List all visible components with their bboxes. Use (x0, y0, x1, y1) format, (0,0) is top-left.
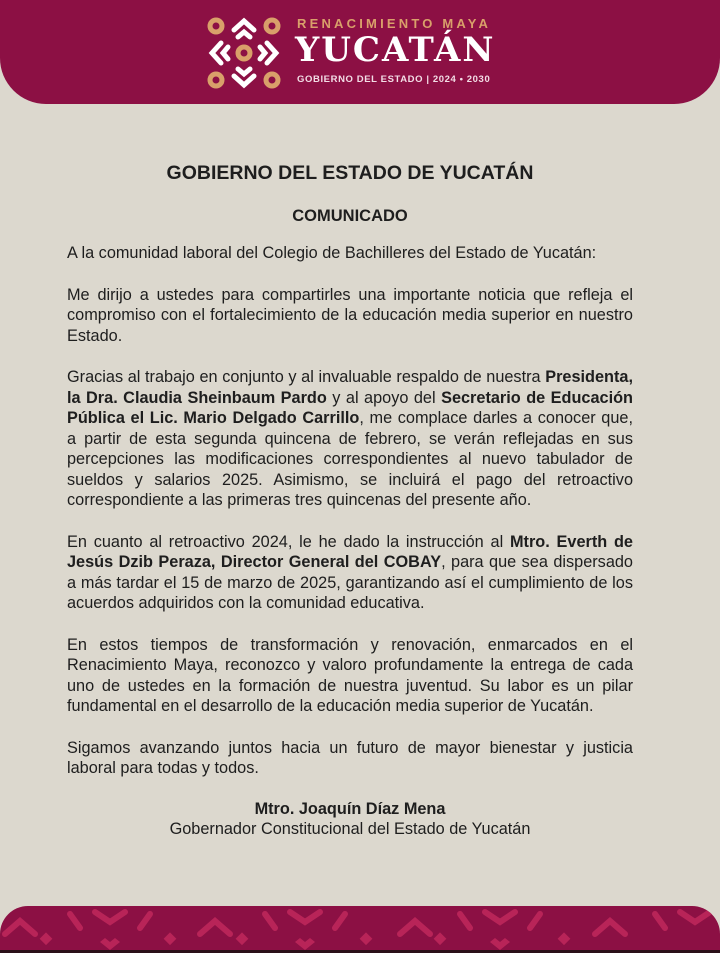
bold-text: Mtro. Everth de Jesús Dzib Peraza, Director General del COBAY (67, 532, 633, 571)
document-subtitle: COMUNICADO (292, 206, 408, 225)
paragraph-4: En estos tiempos de transformación y renovación, enmarcados en el Renacimiento Maya, reconozco y valoro profundamente la entrega de cada uno de ustedes en la formación de nuestra juventud. Su labor es un pilar fundamental en el desarrollo de la educación media superior de Yucatán. (67, 635, 633, 715)
brand-subtitle: GOBIERNO DEL ESTADO | 2024 • 2030 (297, 74, 491, 85)
communique-body (67, 163, 633, 840)
header-banner (0, 0, 720, 104)
text: , para que sea dispersado a más tardar el 15 de marzo de 2025, garantizando así el cumplimiento de los acuerdos adquiridos con la comunidad educativa. (67, 553, 633, 612)
brand-name: YUCATÁN (295, 30, 496, 70)
greeting: A la comunidad laboral del Colegio de Bachilleres del Estado de Yucatán: (67, 244, 597, 262)
signature-block (67, 799, 633, 840)
text: En cuanto al retroactivo 2024, le he dado la instrucción al (67, 532, 510, 551)
paragraph-1: Me dirijo a ustedes para compartirles una importante noticia que refleja el compromiso con el fortalecimiento de la educación media superior en nuestro Estado. (67, 285, 633, 345)
bold-text: Presidenta, la Dra. Claudia Sheinbaum Pardo (67, 368, 633, 407)
bold-text: Secretario de Educación Pública el Lic. Mario Delgado Carrillo (67, 388, 633, 427)
yucatan-logo-icon (207, 16, 281, 90)
text: Gracias al trabajo en conjunto y al invaluable respaldo de nuestra (67, 368, 546, 386)
document-title: GOBIERNO DEL ESTADO DE YUCATÁN (166, 162, 534, 184)
signer-name: Mtro. Joaquín Díaz Mena (254, 799, 446, 818)
paragraph-2 (67, 367, 633, 511)
brand-tagline: RENACIMIENTO MAYA (297, 16, 492, 31)
text: y al apoyo del (326, 388, 442, 407)
signer-title: Gobernador Constitucional del Estado de Yucatán (169, 820, 531, 838)
text: , me complace darles a conocer que, a partir de esta segunda quincena de febrero, se verán reflejadas en sus percepciones las modificaciones correspondientes al nuevo tabulador de sueldos y salarios 2025. Asimismo, se incluirá el pago del retroactivo correspondiente a las primeras tres quincenas del presente año. (67, 409, 633, 509)
paragraph-5: Sigamos avanzando juntos hacia un futuro de mayor bienestar y justicia laboral para todas y todos. (67, 738, 633, 777)
footer-banner (0, 906, 720, 953)
maya-pattern-icon (0, 906, 720, 953)
paragraph-3 (67, 532, 633, 614)
